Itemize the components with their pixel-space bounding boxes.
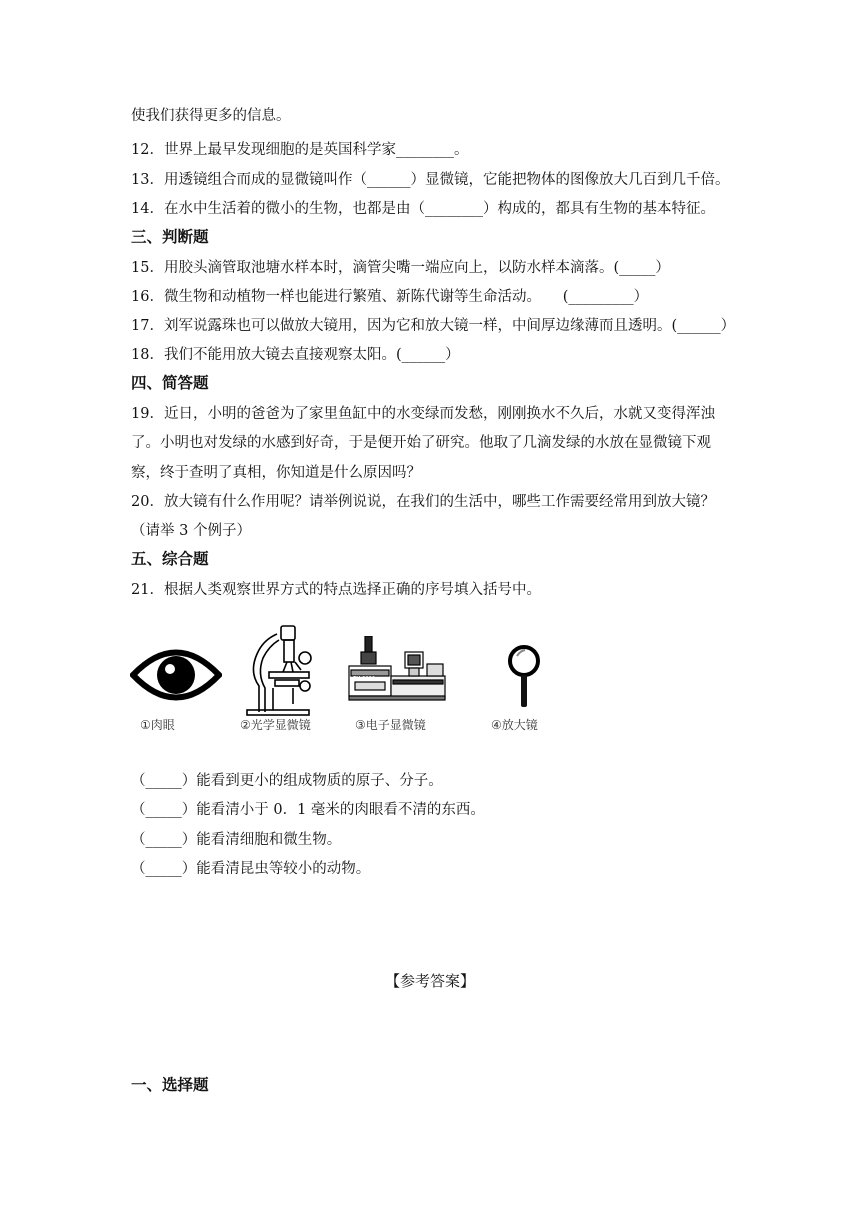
magnifying-glass-icon [504,644,544,714]
fill-in-4: （_____）能看清昆虫等较小的动物。 [131,861,371,877]
question-21: 21．根据人类观察世界方式的特点选择正确的序号填入括号中。 [131,582,541,598]
question-19-line-2: 了。小明也对发绿的水感到好奇，于是便开始了研究。他取了几滴发绿的水放在显微镜下观 [131,435,711,451]
caption-magnifying-glass: ④放大镜 [491,718,538,732]
text-line: 使我们获得更多的信息。 [131,108,291,124]
fill-in-1: （_____）能看到更小的组成物质的原子、分子。 [131,773,443,789]
question-20-line-2: （请举 3 个例子） [131,523,251,539]
eye-icon [130,632,222,712]
question-17: 17．刘军说露珠也可以做放大镜用，因为它和放大镜一样，中间厚边缘薄而且透明。(______） [131,318,736,334]
instrument-label: EM-2000 [353,676,376,682]
fill-in-3: （_____）能看清细胞和微生物。 [131,832,342,848]
fill-in-2: （_____）能看清小于 0．1 毫米的肉眼看不清的东西。 [131,802,485,818]
section-heading-judgment: 三、判断题 [131,228,209,246]
question-19-line-3: 察，终于查明了真相，你知道是什么原因吗？ [131,465,421,481]
section-heading-comprehensive: 五、综合题 [131,550,209,568]
microscope-icon [243,624,323,720]
question-16: 16．微生物和动植物一样也能进行繁殖、新陈代谢等生命活动。 (_________） [131,289,649,305]
section-heading-short-answer: 四、简答题 [131,374,209,392]
caption-naked-eye: ①肉眼 [140,718,175,732]
question-15: 15．用胶头滴管取池塘水样本时，滴管尖嘴一端应向上，以防水样本滴落。(_____） [131,260,670,276]
question-14: 14．在水中生活着的微小的生物，也都是由（________）构成的，都具有生物的基本特征。 [131,201,715,217]
section-heading-multiple-choice: 一、选择题 [131,1076,209,1094]
question-20-line-1: 20．放大镜有什么作用呢？请举例说说，在我们的生活中，哪些工作需要经常用到放大镜？ [131,494,715,510]
question-18: 18．我们不能用放大镜去直接观察太阳。(______） [131,347,460,363]
question-19-line-1: 19．近日，小明的爸爸为了家里鱼缸中的水变绿而发愁，刚刚换水不久后，水就又变得浑浊 [131,406,715,422]
caption-optical-microscope: ②光学显微镜 [240,718,311,732]
answer-key-title: 【参考答案】 [384,972,475,990]
question-13: 13．用透镜组合而成的显微镜叫作（______）显微镜，它能把物体的图像放大几百到几千倍。 [131,172,730,188]
question-12: 12．世界上最早发现细胞的是英国科学家________。 [131,142,469,158]
caption-electron-microscope: ③电子显微镜 [355,718,426,732]
electron-microscope-icon [347,636,447,708]
